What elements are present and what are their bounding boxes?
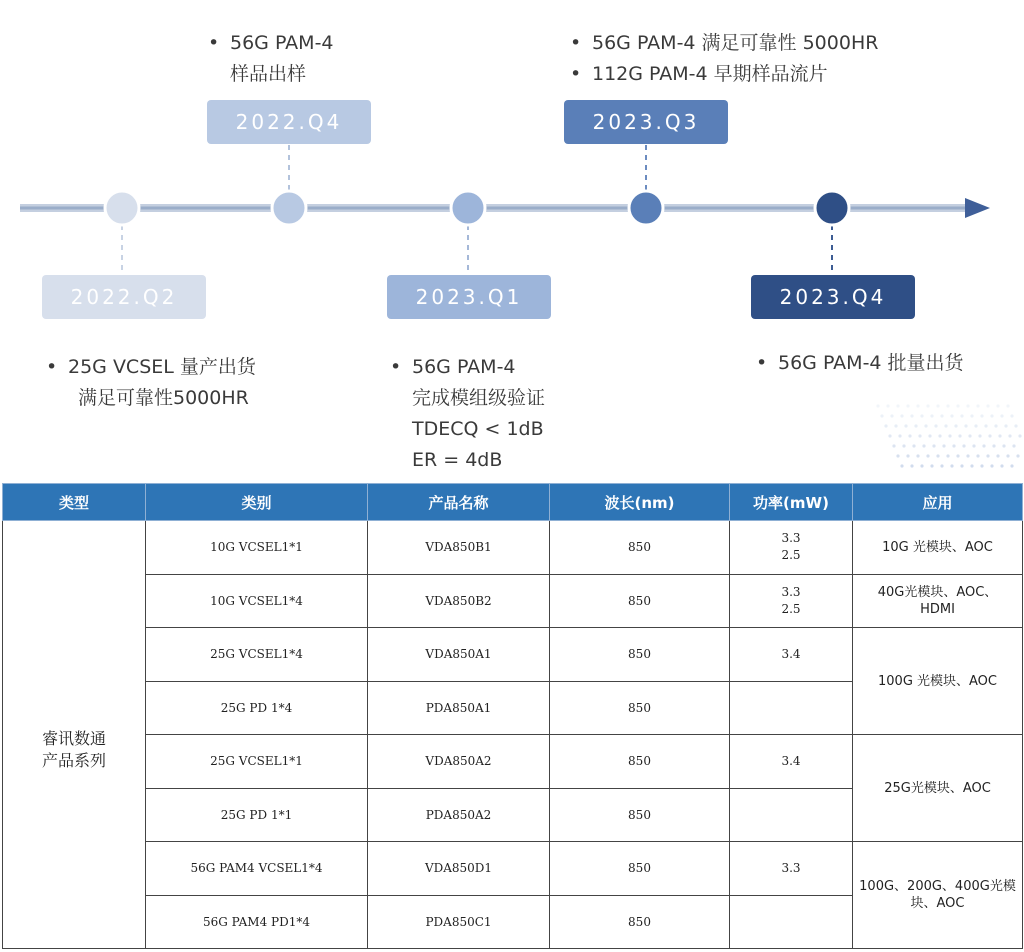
decoration-dot [960,464,963,467]
power-value: 3.4 [781,753,801,768]
milestone-2023q1: 2023.Q1 [387,275,551,319]
category-cell: 10G VCSEL1*1 [146,521,368,575]
decoration-dot [994,424,997,427]
category-cell: 56G PAM4 PD1*4 [146,895,368,949]
power-cell [730,788,853,842]
note-text: TDECQ < 1dB [412,418,544,440]
decoration-dot [978,434,981,437]
decoration-dot [924,424,927,427]
decoration-dot [926,454,929,457]
decoration-dot [1012,444,1015,447]
decoration-dot [974,424,977,427]
decoration-dot [940,414,943,417]
product-name-cell: VDA850D1 [368,842,550,896]
decoration-dot [928,434,931,437]
power-cell [730,681,853,735]
decoration-dot [930,464,933,467]
header-application: 应用 [853,484,1023,521]
decoration-dot [886,404,889,407]
table-row [3,842,1023,896]
decoration-dot [998,434,1001,437]
decoration-dot [990,464,993,467]
decoration-dot [980,464,983,467]
note-text: 样品出样 [230,63,307,85]
decoration-dot [930,414,933,417]
application-text: 10G 光模块、AOC [882,539,993,555]
power-value: 2.5 [781,601,801,616]
header-wavelength: 波长(nm) [550,484,730,521]
decoration-dot [920,414,923,417]
decoration-dot [984,424,987,427]
milestone-2023q3: 2023.Q3 [564,100,728,144]
notes-2022q4: • 56G PAM-4 样品出样 [208,32,334,85]
table-row [3,574,1023,628]
power-value: 3.3 [781,584,801,599]
application-text: HDMI [920,601,955,617]
decoration-dot [956,454,959,457]
application-cell [853,521,1023,575]
decoration-dot [918,434,921,437]
decoration-dot [970,414,973,417]
product-table [2,483,1023,949]
decoration-dot [1006,404,1009,407]
application-text: 40G光模块、AOC、 [877,584,998,600]
table-row [3,521,1023,575]
type-label-line: 产品系列 [41,750,106,770]
note-text: 56G PAM-4 [412,356,516,378]
notes-2023q1: • 56G PAM-4 完成模组级验证 TDECQ < 1dB ER = 4dB [390,356,546,471]
decoration-dot [926,404,929,407]
type-cell [3,521,146,949]
power-value: 2.5 [781,548,801,563]
node-2022q2 [105,191,139,225]
power-value: 3.4 [781,646,801,661]
decoration-dot [936,454,939,457]
decoration-dot [958,434,961,437]
decoration-dot [940,464,943,467]
power-cell [730,521,853,575]
decoration-dot [950,464,953,467]
decoration-dot [944,424,947,427]
decoration-dot [972,444,975,447]
decoration-dot [900,464,903,467]
power-cell [730,842,853,896]
application-cell [853,628,1023,735]
decoration-dot [890,414,893,417]
decoration-dot [962,444,965,447]
power-cell [730,628,853,682]
decoration-dot [966,454,969,457]
application-cell [853,574,1023,628]
decoration-dot [956,404,959,407]
decoration-dot [1000,464,1003,467]
decoration-dot [946,404,949,407]
decoration-dot [1004,424,1007,427]
decoration-dot [1010,464,1013,467]
decoration-dot [970,464,973,467]
decoration-dot [946,454,949,457]
decoration-dot [1014,424,1017,427]
decoration-dot [906,454,909,457]
notes-2023q4: • 56G PAM-4 批量出货 [756,352,964,374]
application-text: 25G光模块、AOC [884,780,991,796]
decoration-dot [922,444,925,447]
product-name-cell: VDA850B2 [368,574,550,628]
power-value: 3.3 [781,860,801,875]
application-text: 100G、200G、400G光模 [859,879,1016,894]
decoration-dot [892,444,895,447]
decoration-dot [880,414,883,417]
power-cell [730,735,853,789]
header-category: 类别 [146,484,368,521]
category-cell: 25G VCSEL1*4 [146,628,368,682]
application-cell [853,735,1023,842]
decoration-dot [896,454,899,457]
wavelength-cell: 850 [550,788,730,842]
header-product-name: 产品名称 [368,484,550,521]
application-cell [853,842,1023,949]
decoration-dot [938,434,941,437]
decoration-dot [932,444,935,447]
decoration-dot [876,404,879,407]
note-text: 56G PAM-4 批量出货 [778,352,964,374]
product-name-cell: PDA850C1 [368,895,550,949]
category-cell: 25G PD 1*4 [146,681,368,735]
wavelength-cell: 850 [550,842,730,896]
decoration-dot [986,404,989,407]
table-row [3,735,1023,789]
decoration-dot [1006,454,1009,457]
category-cell: 25G VCSEL1*1 [146,735,368,789]
decoration-dot [910,464,913,467]
product-name-cell: PDA850A1 [368,681,550,735]
decoration-dot [968,434,971,437]
decoration-dot [934,424,937,427]
note-text: 满足可靠性5000HR [78,387,249,409]
note-text: ER = 4dB [412,449,503,471]
wavelength-cell: 850 [550,735,730,789]
note-text: 完成模组级验证 [412,387,546,409]
milestone-2022q2: 2022.Q2 [42,275,206,319]
notes-2022q2: • 25G VCSEL 量产出货 满足可靠性5000HR [46,356,256,409]
decoration-dot [996,404,999,407]
header-power: 功率(mW) [730,484,853,521]
note-text: 112G PAM-4 早期样品流片 [592,63,828,85]
decoration-dot [1000,414,1003,417]
milestone-2022q4: 2022.Q4 [207,100,371,144]
wavelength-cell: 850 [550,574,730,628]
decoration-dot [982,444,985,447]
decoration-dot [950,414,953,417]
node-2023q4 [815,191,849,225]
decoration-dot [914,424,917,427]
decoration-dot [902,444,905,447]
product-name-cell: VDA850A1 [368,628,550,682]
decoration-dot [920,464,923,467]
decoration-dot [906,404,909,407]
node-2023q1 [451,191,485,225]
note-text: 56G PAM-4 [230,32,334,54]
table-header-row [3,484,1023,521]
decoration-dot [894,424,897,427]
dot-pattern-decoration [872,400,1022,475]
application-text: 100G 光模块、AOC [878,673,997,689]
category-cell: 10G VCSEL1*4 [146,574,368,628]
power-cell [730,574,853,628]
decoration-dot [896,404,899,407]
timeline-arrow-icon [965,198,990,218]
wavelength-cell: 850 [550,628,730,682]
decoration-dot [1008,434,1011,437]
decoration-dot [992,444,995,447]
note-text: 56G PAM-4 满足可靠性 5000HR [592,32,879,54]
decoration-dot [942,444,945,447]
header-type: 类型 [3,484,146,521]
wavelength-cell: 850 [550,521,730,575]
power-cell [730,895,853,949]
decoration-dot [1016,454,1019,457]
application-text: 块、AOC [910,896,965,911]
decoration-dot [908,434,911,437]
decoration-dot [986,454,989,457]
decoration-dot [996,454,999,457]
decoration-dot [888,434,891,437]
decoration-dot [980,414,983,417]
product-name-cell: VDA850A2 [368,735,550,789]
wavelength-cell: 850 [550,895,730,949]
node-2023q3 [629,191,663,225]
decoration-dot [916,454,919,457]
decoration-dot [1002,444,1005,447]
decoration-dot [1018,434,1021,437]
decoration-dot [952,444,955,447]
decoration-dot [912,444,915,447]
wavelength-cell: 850 [550,681,730,735]
decoration-dot [976,404,979,407]
decoration-dot [904,424,907,427]
decoration-dot [954,424,957,427]
type-label-line: 睿讯数通 [41,728,106,748]
milestone-2023q4: 2023.Q4 [751,275,915,319]
decoration-dot [990,414,993,417]
decoration-dot [936,404,939,407]
decoration-dot [1010,414,1013,417]
table-row [3,628,1023,682]
notes-2023q3: • 56G PAM-4 满足可靠性 5000HR • 112G PAM-4 早期样品流片 [570,32,879,85]
decoration-dot [900,414,903,417]
decoration-dot [884,424,887,427]
decoration-dot [948,434,951,437]
note-text: 25G VCSEL 量产出货 [68,356,256,378]
product-name-cell: PDA850A2 [368,788,550,842]
decoration-dot [964,424,967,427]
decoration-dot [988,434,991,437]
decoration-dot [960,414,963,417]
product-name-cell: VDA850B1 [368,521,550,575]
decoration-dot [976,454,979,457]
category-cell: 25G PD 1*1 [146,788,368,842]
power-value: 3.3 [781,531,801,546]
decoration-dot [910,414,913,417]
decoration-dot [898,434,901,437]
decoration-dot [916,404,919,407]
node-2022q4 [272,191,306,225]
category-cell: 56G PAM4 VCSEL1*4 [146,842,368,896]
decoration-dot [966,404,969,407]
